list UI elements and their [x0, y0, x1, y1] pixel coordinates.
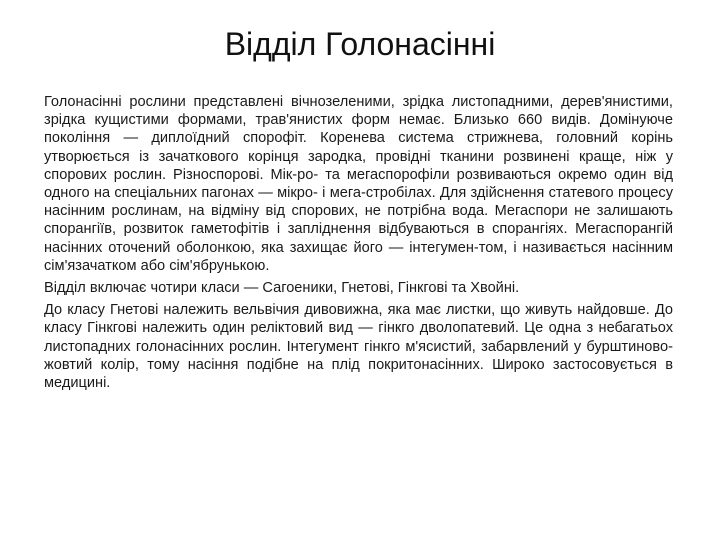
slide-body	[44, 93, 673, 396]
paragraph-classes: Відділ включає чотири класи — Сагоеники, Гнетові, Гінкгові та Хвойні.	[44, 280, 520, 297]
paragraph-description: Голонасінні рослини представлені вічнозеленими, зрідка листопадними, дерев'янистими, зрідка кущистими формами, трав'янистих форм немає. Близько 660 видів. Домінуюче покоління — диплоїдний спорофіт. Коренева система стрижнева, головний корінь утворюється із зачаткового корінця зародка, провідні тканини розвинені краще, ніж у спорових рослин. Різноспорові. Мік-ро- та мегаспорофіли розвиваються окремо один від одного на спеціальних пагонах — мікро- і мега-стробілах. Для здійснення статевого процесу насінним рослинам, на відміну від спорових, не потрібна вода. Мегаспори не залишають спорангіїв, розвиток гаметофітів і запліднення відбуваються в спорангіях. Мегаспорангій насінних оточений оболонкою, яка захищає його — інтегумен-том, і називається насінним сім'язачатком або сім'ябрунькою.	[44, 94, 673, 274]
paragraph-examples: До класу Гнетові належить вельвічия дивовижна, яка має листки, що живуть найдовше. До класу Гінкгові належить один реліктовий вид — гінкго дволопатевий. Це одна з небагатьох листопадних голонасінних рослин. Інтегумент гінкго м'ясистий, забарвлений у бурштиново-жовтий колір, тому насіння подібне на плід покритонасінних. Широко застосовується в медицині.	[44, 302, 673, 392]
slide-title: Відділ Голонасінні	[224, 26, 496, 62]
